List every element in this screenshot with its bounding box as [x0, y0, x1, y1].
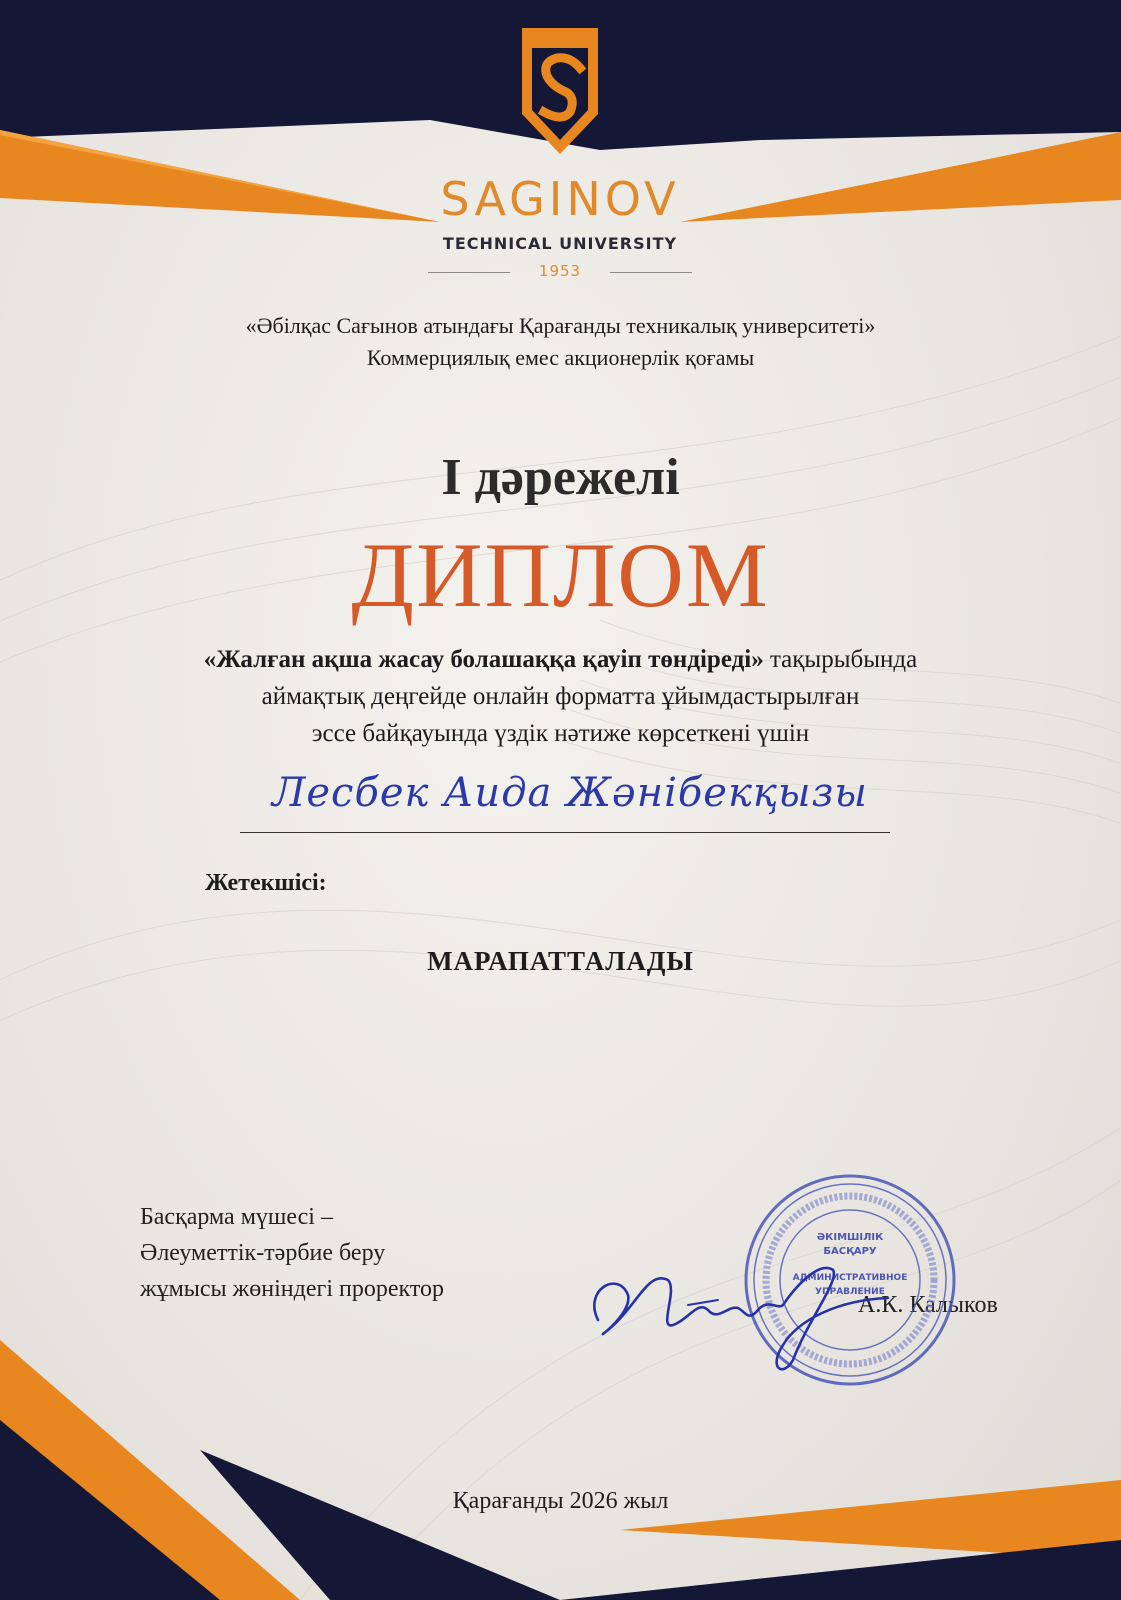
handwritten-signature — [578, 1250, 908, 1380]
stamp-center-line-4: УПРАВЛЕНИЕ — [815, 1287, 885, 1297]
description-topic-suffix: тақырыбында — [763, 646, 918, 673]
description-line-2: аймақтық деңгейде онлайн форматта ұйымдастырылған — [261, 683, 860, 710]
brand-subtitle: TECHNICAL UNIVERSITY — [442, 234, 678, 253]
stamp-center-line-3: АДМИНИСТРАТИВНОЕ — [792, 1273, 908, 1283]
essay-topic: «Жалған ақша жасау болашаққа қауіп төндіреді» — [203, 646, 764, 673]
brand-year: 1953 — [538, 262, 582, 280]
stamp-center-line-2: БАСҚАРУ — [823, 1246, 877, 1257]
supervisor-label: Жетекшісі: — [205, 870, 327, 896]
recipient-name: Лесбек Аида Жәнібекқызы — [272, 770, 868, 816]
university-logo — [420, 22, 700, 292]
issue-place-year: Қарағанды 2026 жыл — [452, 1488, 669, 1514]
year-divider-right — [610, 272, 692, 273]
signatory-title-line-2: Әлеуметтік-тәрбие беру — [140, 1240, 386, 1266]
organization-name: «Әбілқас Сағынов атындағы Қарағанды техникалық университеті» — [245, 313, 876, 338]
description-line-3: эссе байқауында үздік нәтиже көрсеткені үшін — [311, 720, 810, 747]
brand-name: SAGINOV — [440, 172, 680, 226]
signatory-title-line-3: жұмысы жөніндегі проректор — [140, 1276, 444, 1302]
organization-type: Коммерциялық емес акционерлік қоғамы — [366, 345, 755, 370]
signatory-name: А.К. Калыков — [858, 1292, 998, 1318]
saginov-shield-icon — [420, 22, 700, 162]
stamp-center-line-1: ӘКІМШІЛІК — [816, 1232, 884, 1243]
recipient-name-underline — [240, 832, 890, 833]
signatory-title-line-1: Басқарма мүшесі – — [140, 1204, 333, 1230]
diploma-degree: І дәрежелі — [441, 449, 680, 506]
description-line-1 — [0, 646, 1121, 674]
diploma-title: ДИПЛОМ — [351, 524, 770, 626]
awarded-text: МАРАПАТТАЛАДЫ — [427, 946, 694, 976]
